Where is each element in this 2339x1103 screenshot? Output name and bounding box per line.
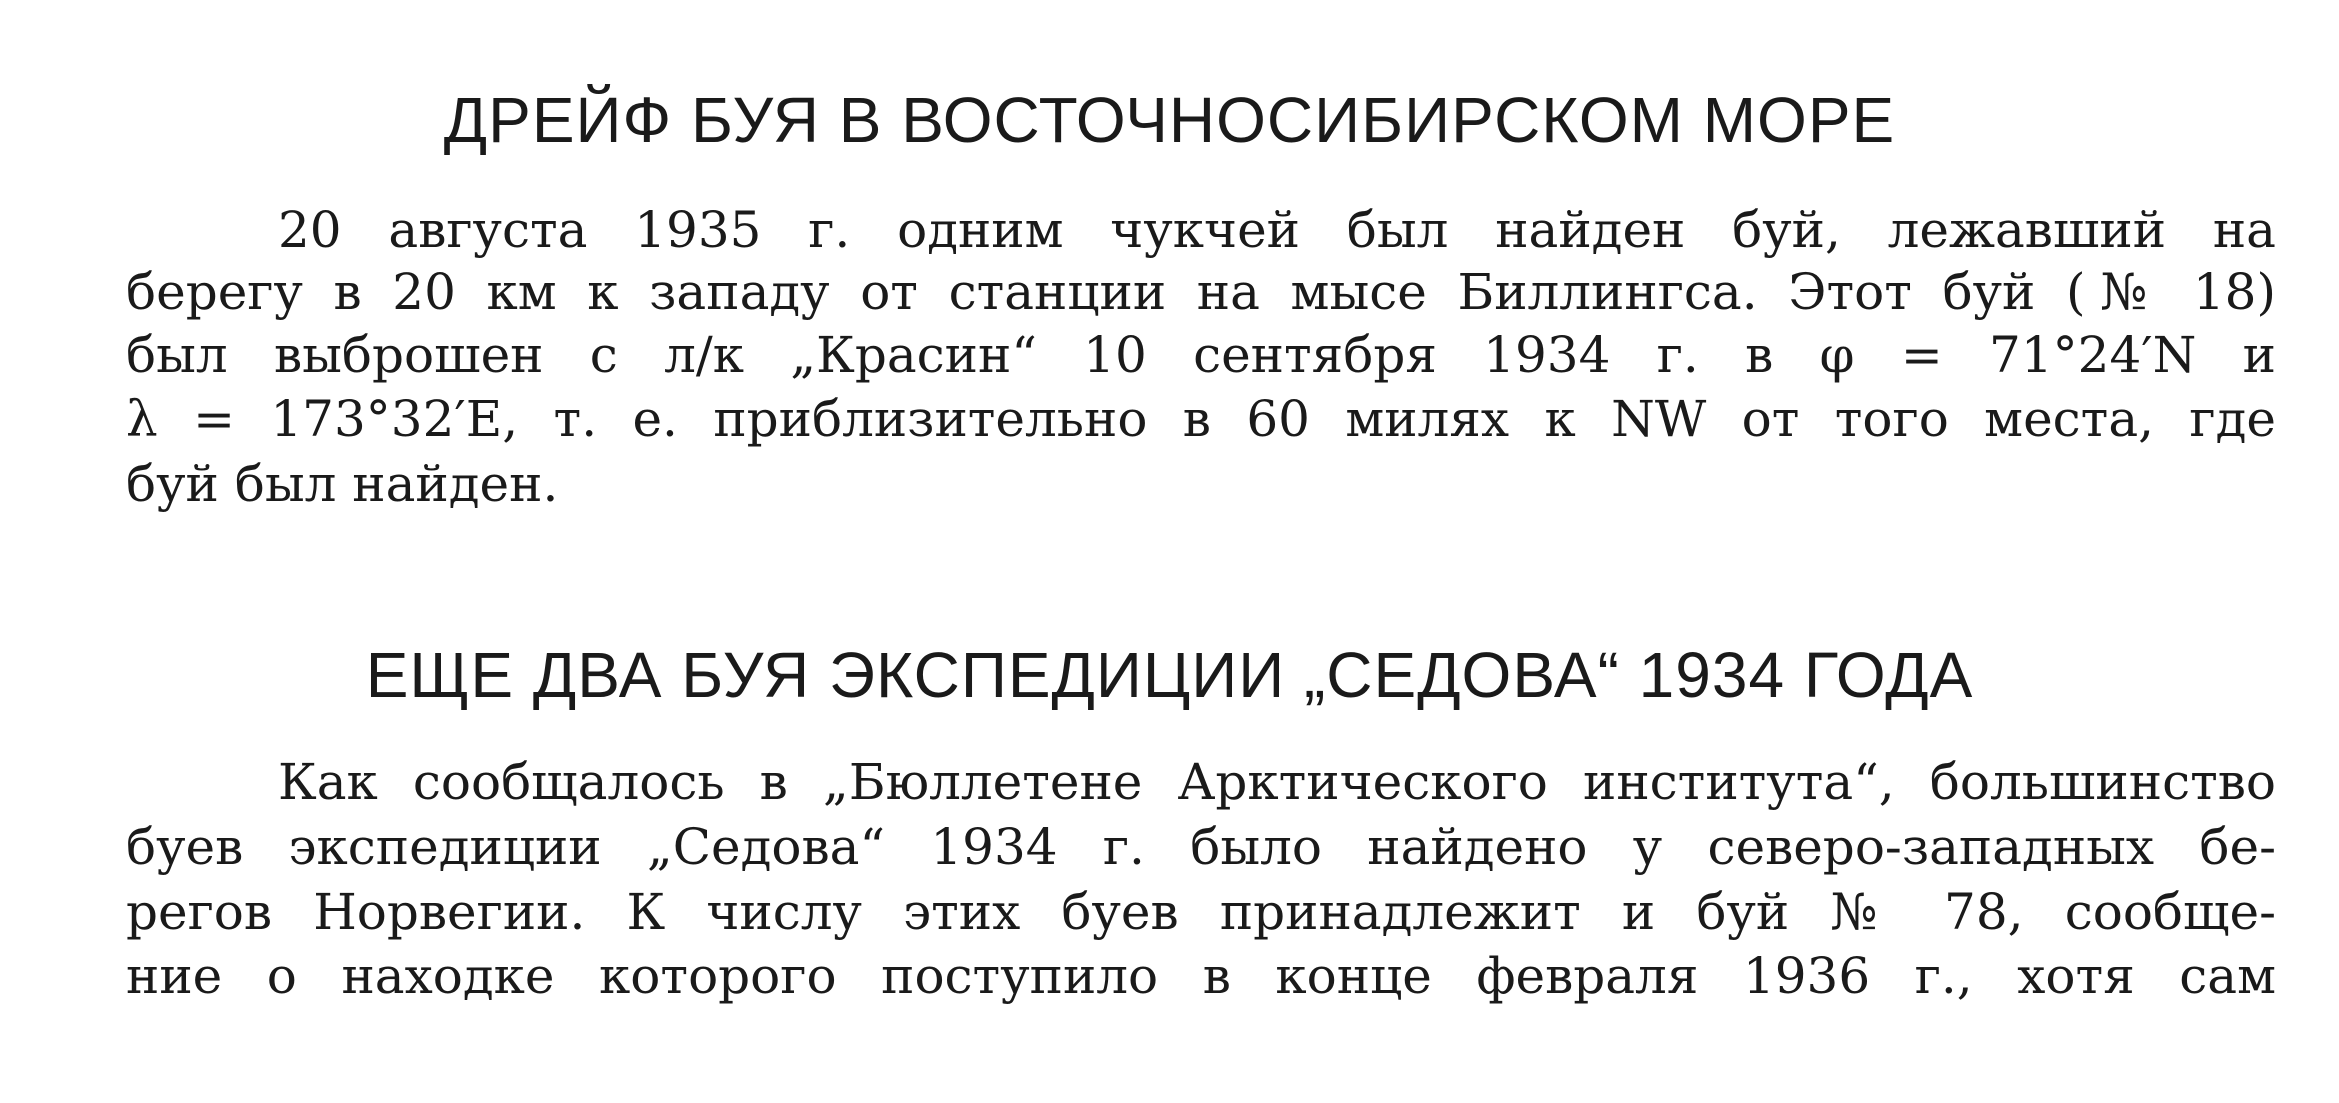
section-heading-buoy-drift: ДРЕЙФ БУЯ В ВОСТОЧНОСИБИРСКОМ МОРЕ <box>443 84 1896 156</box>
paragraph-line: λ = 173°32′E, т. е. приблизительно в 60 милях к NW от того места, где <box>126 390 2276 448</box>
paragraph-line: буев экспедиции „Седова“ 1934 г. было найдено у северо-западных бе- <box>126 818 2276 876</box>
paragraph-line: регов Норвегии. К числу этих буев принадлежит и буй № 78, сообще- <box>126 883 2276 941</box>
paragraph-line: 20 августа 1935 г. одним чукчей был найден буй, лежавший на <box>278 201 2276 259</box>
section-heading-sedov-buoys: ЕЩЕ ДВА БУЯ ЭКСПЕДИЦИИ „СЕДОВА“ 1934 ГОДА <box>365 639 1974 711</box>
paragraph-line: берегу в 20 км к западу от станции на мысе Биллингса. Этот буй (№ 18) <box>126 263 2276 321</box>
paragraph-line: буй был найден. <box>126 455 559 513</box>
paragraph-line: был выброшен с л/к „Красин“ 10 сентября 1934 г. в φ = 71°24′N и <box>126 326 2276 384</box>
paragraph-line: Как сообщалось в „Бюллетене Арктического института“, большинство <box>278 753 2276 811</box>
paragraph-line: ние о находке которого поступило в конце февраля 1936 г., хотя сам <box>126 947 2276 1005</box>
